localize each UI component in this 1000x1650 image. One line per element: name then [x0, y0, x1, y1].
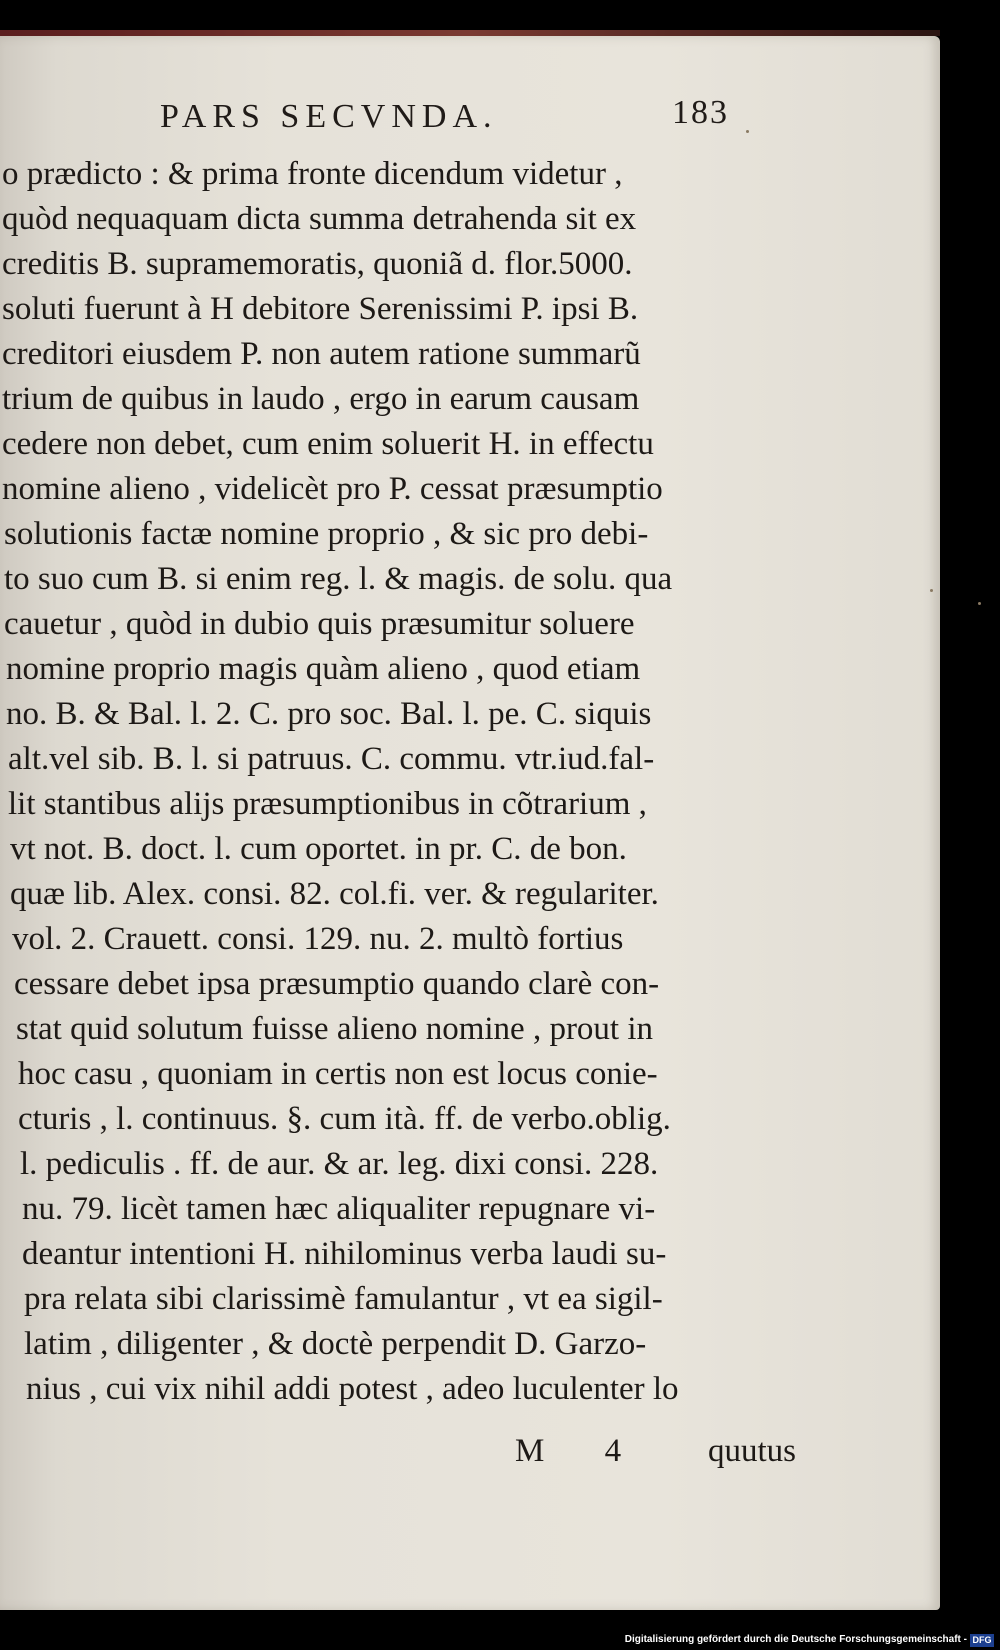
paper-speck — [930, 589, 933, 592]
digitization-footer — [0, 1632, 1000, 1650]
text-line: cedere non debet, cum enim soluerit H. in effectu — [2, 426, 654, 462]
funding-credit: Digitalisierung gefördert durch die Deutsche Forschungsgemeinschaft - — [624, 1634, 967, 1645]
catchword: quutus — [708, 1433, 797, 1469]
text-line: l. pediculis . ff. de aur. & ar. leg. dixi consi. 228. — [20, 1146, 659, 1182]
text-line: nomine alieno , videlicèt pro P. cessat præsumptio — [2, 471, 663, 507]
text-line: solutionis factæ nomine proprio , & sic pro debi- — [4, 516, 649, 552]
text-line: stat quid solutum fuisse alieno nomine , prout in — [16, 1011, 654, 1047]
text-line: vol. 2. Crauett. consi. 129. nu. 2. multò fortius — [12, 921, 624, 957]
text-line: trium de quibus in laudo , ergo in earum causam — [2, 381, 640, 417]
text-line: cessare debet ipsa præsumptio quando clarè con- — [14, 966, 660, 1002]
text-line: creditori eiusdem P. non autem ratione summarũ — [2, 336, 641, 372]
text-line: to suo cum B. si enim reg. l. & magis. de solu. qua — [4, 561, 673, 597]
text-line: no. B. & Bal. l. 2. C. pro soc. Bal. l. pe. C. siquis — [6, 696, 652, 732]
text-line: cauetur , quòd in dubio quis præsumitur soluere — [4, 606, 635, 642]
book-page — [0, 36, 940, 1610]
catch-line — [0, 1433, 940, 1483]
text-line: alt.vel sib. B. l. si patruus. C. commu. vtr.iud.fal- — [8, 741, 655, 777]
text-line: quòd nequaquam dicta summa detrahenda sit ex — [2, 201, 637, 237]
paper-speck — [978, 602, 981, 605]
text-line: pra relata sibi clarissimè famulantur , vt ea sigil- — [24, 1281, 663, 1317]
paper-speck — [746, 130, 749, 133]
page-number: 183 — [672, 94, 729, 131]
text-line: creditis B. supramemoratis, quoniã d. flor.5000. — [2, 246, 633, 282]
text-line: soluti fuerunt à H debitore Serenissimi P. ipsi B. — [2, 291, 639, 327]
text-line: lit stantibus alijs præsumptionibus in cõtrarium , — [8, 786, 647, 822]
signature-mark: M 4 — [515, 1433, 648, 1469]
running-head-title: PARS SECVNDA. — [160, 98, 498, 135]
text-line: deantur intentioni H. nihilominus verba laudi su- — [22, 1236, 667, 1272]
text-line: nius , cui vix nihil addi potest , adeo luculenter lo — [26, 1371, 679, 1407]
text-line: hoc casu , quoniam in certis non est locus conie- — [18, 1056, 658, 1092]
text-line: o prædicto : & prima fronte dicendum videtur , — [2, 156, 623, 192]
running-head — [0, 94, 940, 144]
text-line: nomine proprio magis quàm alieno , quod etiam — [6, 651, 641, 687]
text-line: latim , diligenter , & doctè perpendit D. Garzo- — [24, 1326, 647, 1362]
dfg-logo-icon: DFG — [970, 1634, 994, 1647]
text-line: cturis , l. continuus. §. cum ità. ff. de verbo.oblig. — [18, 1101, 671, 1137]
text-line: nu. 79. licèt tamen hæc aliqualiter repugnare vi- — [22, 1191, 656, 1227]
text-line: quæ lib. Alex. consi. 82. col.fi. ver. & regulariter. — [10, 876, 659, 912]
text-line: vt not. B. doct. l. cum oportet. in pr. C. de bon. — [10, 831, 627, 867]
